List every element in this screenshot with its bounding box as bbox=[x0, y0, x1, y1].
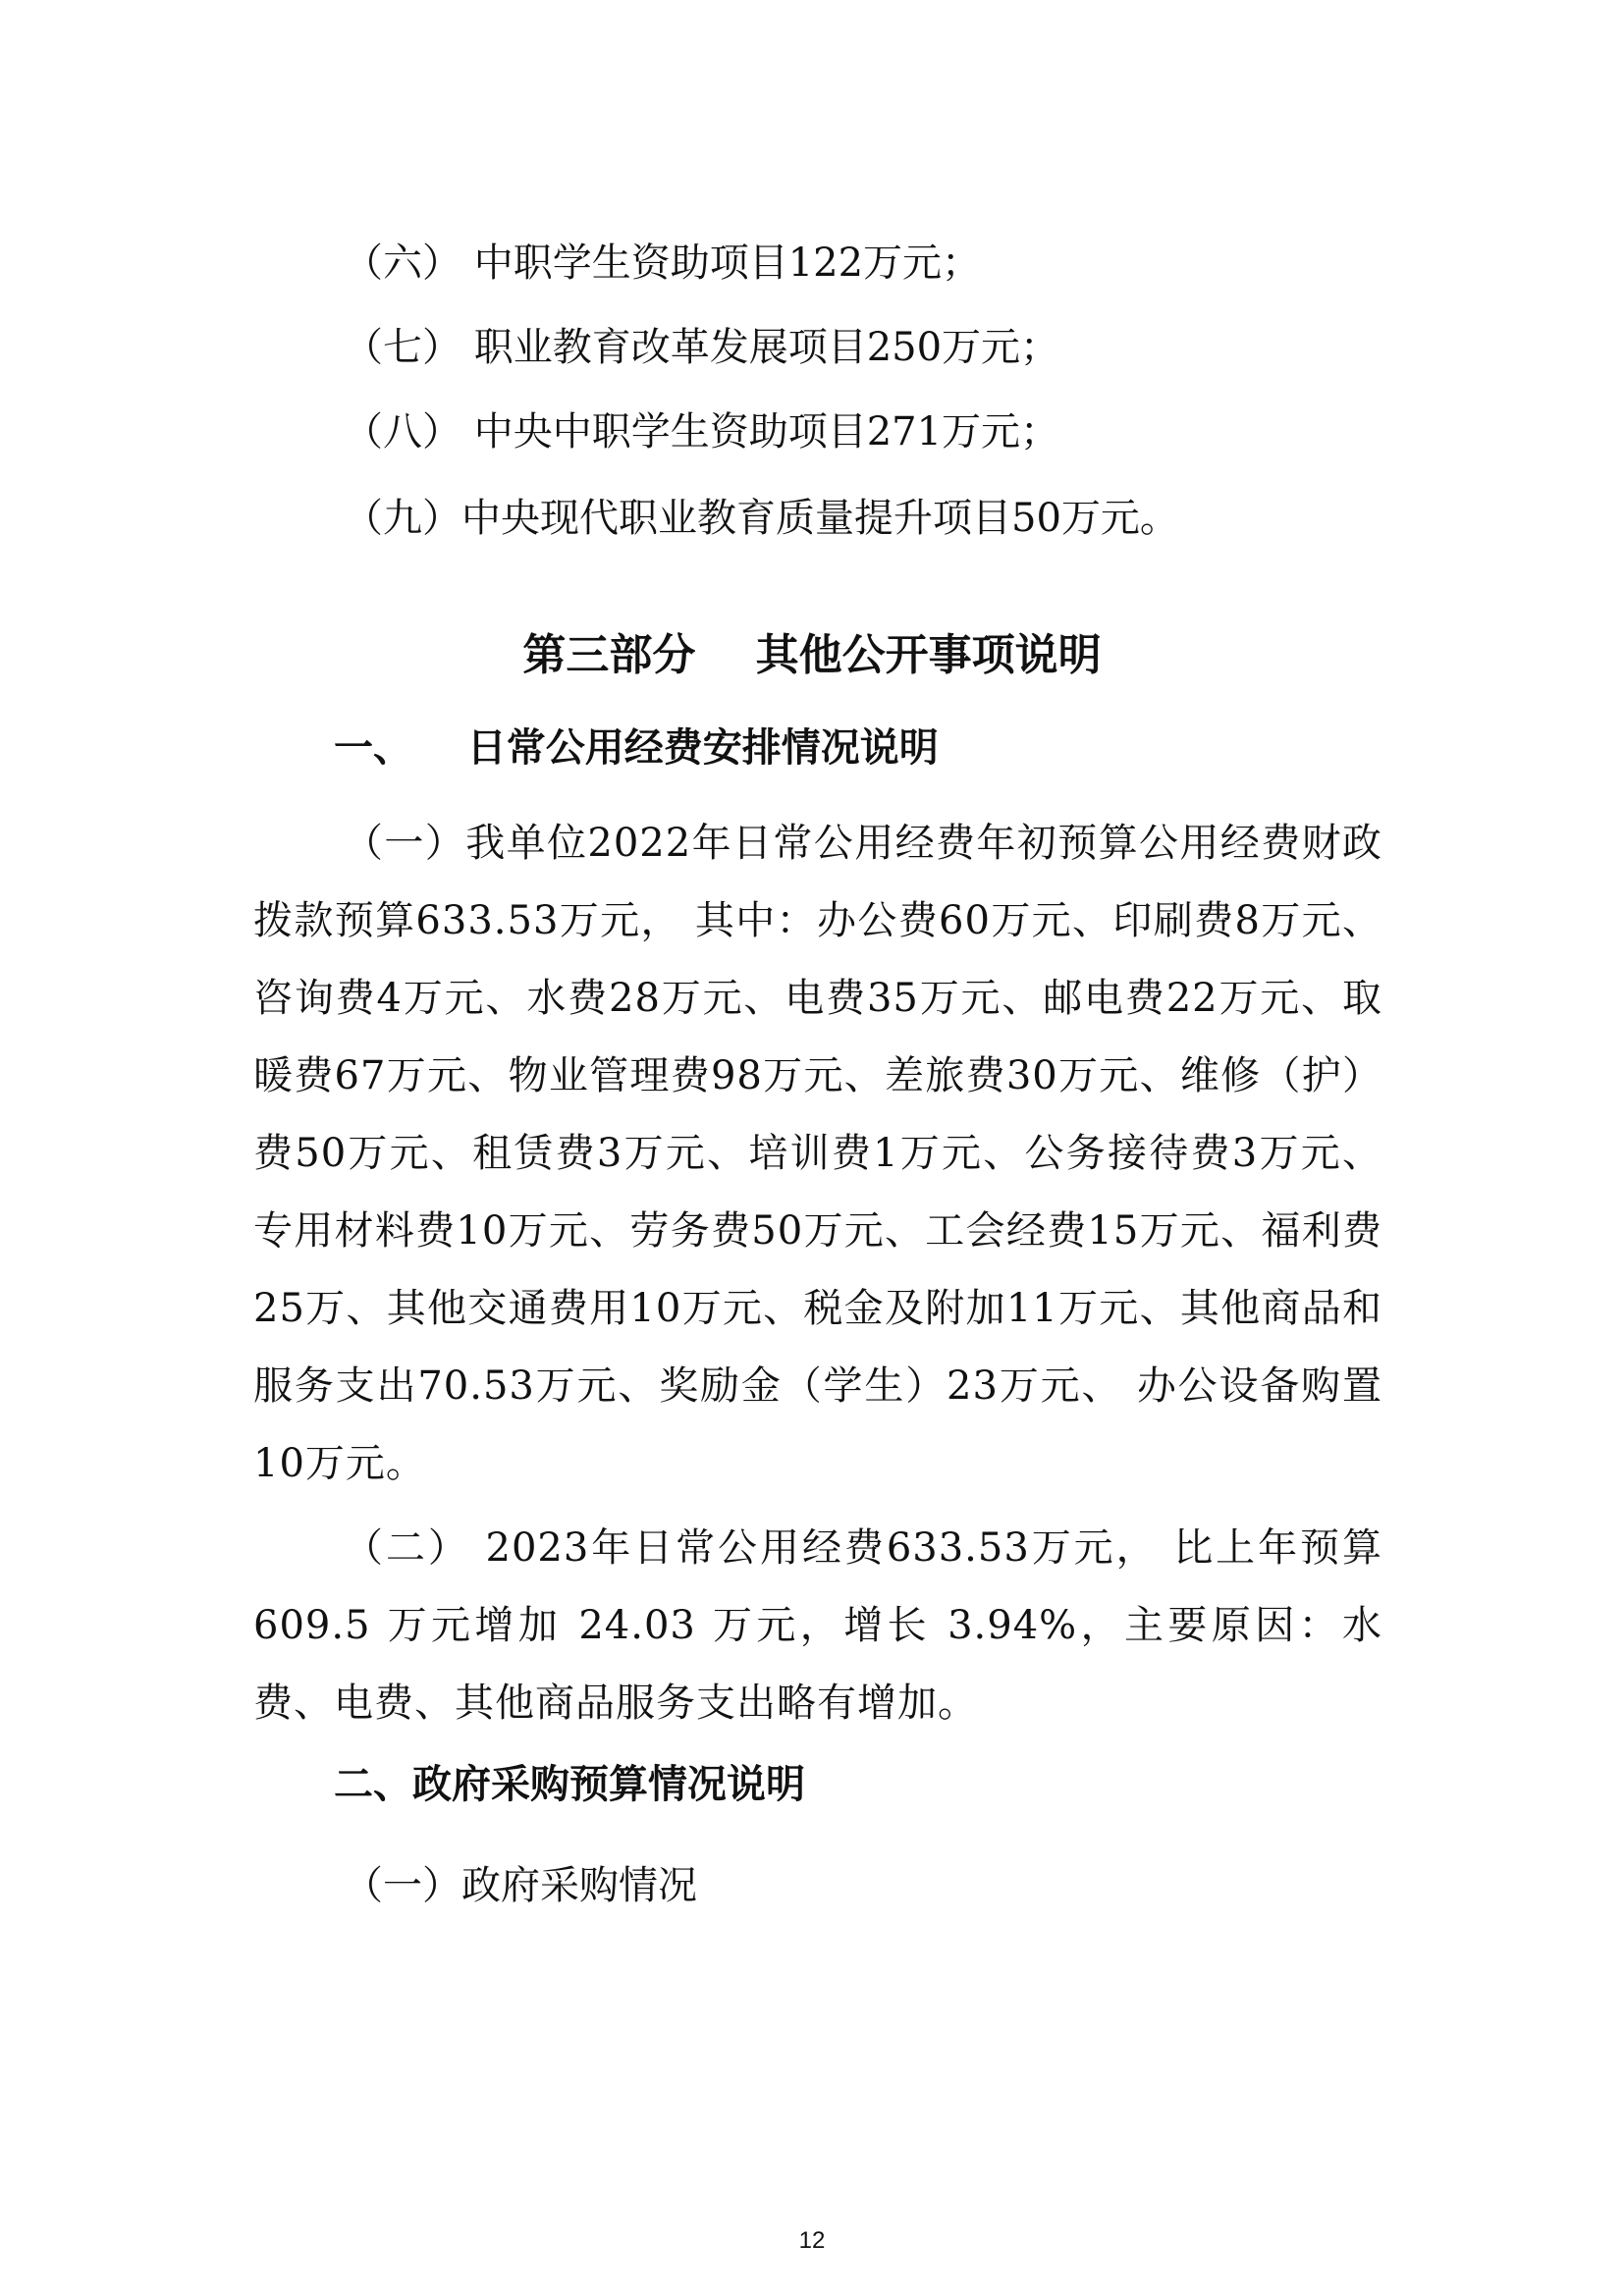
page-number: 12 bbox=[798, 2227, 826, 2254]
part1-heading: 一、 日常公用经费安排情况说明 bbox=[334, 725, 939, 771]
list-item-7: （七） 职业教育改革发展项目250万元； bbox=[344, 325, 1060, 370]
part1-paragraph-2: （二） 2023年日常公用经费633.53万元， 比上年预算609.5 万元增加 24.03 万元，增长 3.94%，主要原因：水费、电费、其他商品服务支出略有增加。 bbox=[253, 1525, 1382, 1726]
list-item-9: （九）中央现代职业教育质量提升项目50万元。 bbox=[344, 496, 1179, 541]
section-title: 第三部分 其他公开事项说明 bbox=[522, 630, 1102, 680]
part2-heading: 二、政府采购预算情况说明 bbox=[334, 1762, 805, 1807]
list-item-8: （八） 中央中职学生资助项目271万元； bbox=[344, 409, 1060, 454]
part2-subheading-1: （一）政府采购情况 bbox=[344, 1863, 697, 1908]
part1-paragraph-1: （一）我单位2022年日常公用经费年初预算公用经费财政拨款预算633.53万元， 其中：办公费60万元、印刷费8万元、咨询费4万元、水费28万元、电费35万元、邮电费22万元、取暖费67万元、物业管理费98万元、差旅费30万元、维修（护）费50万元、租赁费3万元、培训费1万元、公务接待费3万元、专用材料费10万元、劳务费50万元、工会经费15万元、福利费25万、其他交通费用10万元、税金及附加11万元、其他商品和服务支出70.53万元、奖励金（学生）23万元、 办公设备购置10万元。 bbox=[253, 821, 1382, 1486]
list-item-6: （六） 中职学生资助项目122万元； bbox=[344, 240, 982, 286]
